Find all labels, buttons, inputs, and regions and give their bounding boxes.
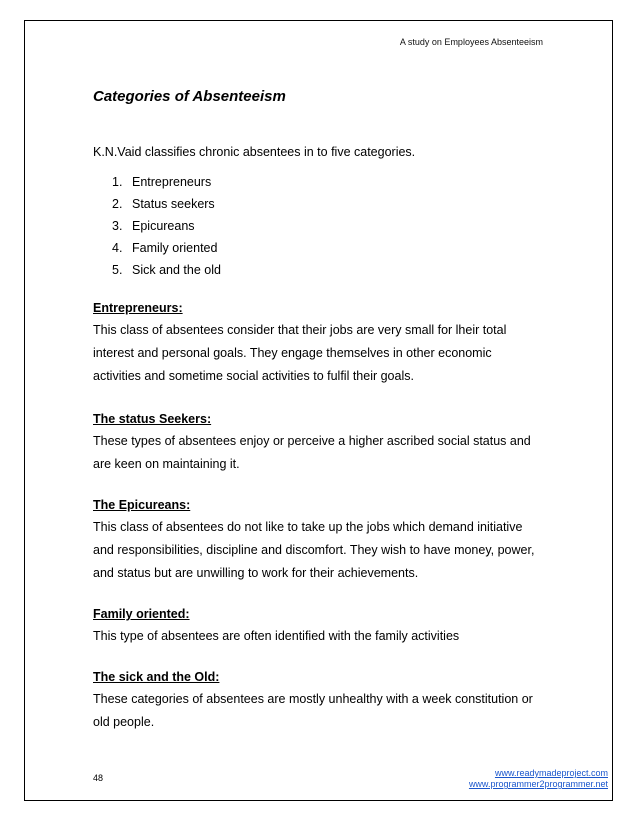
list-number: 2. [112, 197, 123, 211]
subsection-heading: Family oriented: [93, 607, 190, 621]
subsection-sick-and-old [93, 666, 548, 734]
body-line: interest and personal goals. They engage themselves in other economic [93, 346, 492, 360]
list-label: Sick and the old [132, 263, 221, 277]
list-item [112, 171, 221, 193]
subsection-entrepreneurs [93, 297, 548, 388]
footer-links [469, 768, 608, 790]
category-list [112, 171, 221, 281]
body-line: This class of absentees do not like to take up the jobs which demand initiative [93, 520, 523, 534]
section-title: Categories of Absenteeism [93, 88, 286, 105]
footer-link-readymadeproject[interactable]: www.readymadeproject.com [494, 768, 608, 778]
body-line: activities and sometime social activities to fulfil their goals. [93, 369, 414, 383]
subsection-heading: The status Seekers: [93, 412, 212, 426]
body-line: and responsibilities, discipline and discomfort. They wish to have money, power, [93, 543, 535, 557]
footer-link-programmer2programmer[interactable]: www.programmer2programmer.net [468, 779, 608, 789]
body-line: old people. [93, 715, 155, 729]
list-number: 4. [112, 241, 123, 255]
page-number: 48 [93, 773, 104, 783]
list-label: Status seekers [132, 197, 215, 211]
body-line: These types of absentees enjoy or perceive a higher ascribed social status and [93, 434, 531, 448]
list-label: Entrepreneurs [132, 175, 212, 189]
list-item [112, 237, 221, 259]
body-line: This class of absentees consider that their jobs are very small for lheir total [93, 323, 507, 337]
intro-paragraph: K.N.Vaid classifies chronic absentees in to five categories. [93, 145, 416, 159]
body-line: are keen on maintaining it. [93, 457, 240, 471]
list-label: Epicureans [132, 219, 195, 233]
subsection-heading: The Epicureans: [93, 498, 191, 512]
subsection-epicureans [93, 494, 548, 585]
list-item [112, 215, 221, 237]
running-header: A study on Employees Absenteeism [399, 37, 543, 47]
body-line: This type of absentees are often identified with the family activities [93, 629, 460, 643]
body-line: These categories of absentees are mostly unhealthy with a week constitution or [93, 692, 533, 706]
list-number: 3. [112, 219, 123, 233]
list-item [112, 259, 221, 281]
list-label: Family oriented [132, 241, 218, 255]
subsection-family-oriented [93, 603, 548, 648]
subsection-heading: Entrepreneurs: [93, 301, 183, 315]
subsection-heading: The sick and the Old: [93, 670, 220, 684]
subsection-status-seekers [93, 408, 548, 476]
list-number: 5. [112, 263, 123, 277]
body-line: and status but are unwilling to work for their achievements. [93, 566, 419, 580]
list-number: 1. [112, 175, 123, 189]
list-item [112, 193, 221, 215]
